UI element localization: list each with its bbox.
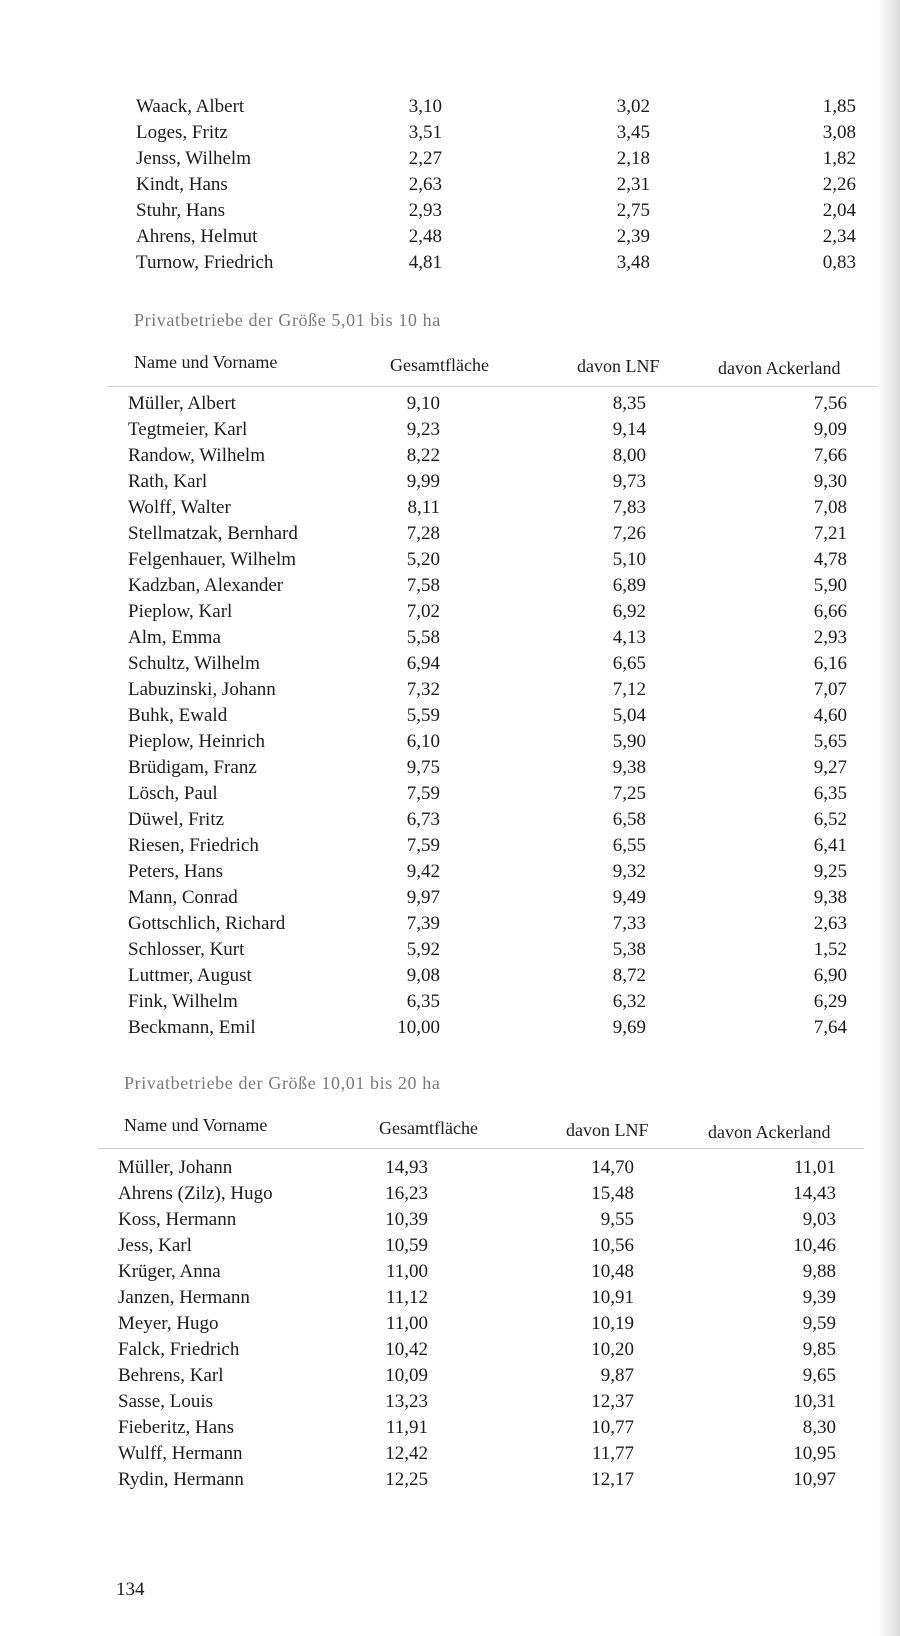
row-name: Turnow, Friedrich — [136, 252, 274, 273]
row-lnf: 7,83 — [612, 497, 646, 518]
row-lnf: 6,92 — [612, 601, 646, 622]
row-lnf: 15,48 — [591, 1183, 634, 1204]
row-lnf: 8,00 — [612, 445, 646, 466]
row-lnf: 2,31 — [616, 174, 650, 195]
row-name: Schultz, Wilhelm — [128, 653, 260, 674]
row-lnf: 12,17 — [591, 1469, 634, 1490]
row-name: Pieplow, Heinrich — [128, 731, 266, 752]
row-lnf: 10,19 — [591, 1313, 634, 1334]
section-title-10-20ha: Privatbetriebe der Größe 10,01 bis 20 ha — [124, 1073, 441, 1093]
table-row — [0, 703, 900, 729]
row-name: Düwel, Fritz — [128, 809, 225, 830]
row-arable-land: 9,39 — [802, 1287, 836, 1308]
row-arable-land: 10,46 — [793, 1235, 836, 1256]
row-lnf: 9,49 — [612, 887, 646, 908]
row-arable-land: 5,90 — [813, 575, 847, 596]
row-total-area: 9,97 — [406, 887, 440, 908]
table-row — [0, 651, 900, 677]
row-lnf: 5,90 — [612, 731, 646, 752]
row-arable-land: 3,08 — [822, 122, 856, 143]
row-arable-land: 6,29 — [813, 991, 847, 1012]
row-arable-land: 10,31 — [793, 1391, 836, 1412]
row-total-area: 12,42 — [385, 1443, 428, 1464]
table-row — [0, 250, 900, 276]
row-name: Wolff, Walter — [128, 497, 231, 518]
row-arable-land: 9,88 — [802, 1261, 836, 1282]
row-arable-land: 9,09 — [813, 419, 847, 440]
table-row — [0, 1363, 900, 1389]
row-name: Beckmann, Emil — [128, 1017, 256, 1038]
row-lnf: 10,91 — [591, 1287, 634, 1308]
row-total-area: 10,09 — [385, 1365, 428, 1386]
row-total-area: 2,93 — [408, 200, 442, 221]
row-total-area: 2,63 — [408, 174, 442, 195]
row-arable-land: 9,59 — [802, 1313, 836, 1334]
row-arable-land: 2,93 — [813, 627, 847, 648]
table-row — [0, 1337, 900, 1363]
table-row — [0, 1389, 900, 1415]
row-total-area: 12,25 — [385, 1469, 428, 1490]
row-name: Rydin, Hermann — [118, 1469, 244, 1490]
row-lnf: 3,02 — [616, 96, 650, 117]
row-name: Stellmatzak, Bernhard — [128, 523, 298, 544]
row-name: Koss, Hermann — [118, 1209, 237, 1230]
table-row — [0, 937, 900, 963]
row-lnf: 2,75 — [616, 200, 650, 221]
column-header-acker: davon Ackerland — [708, 1122, 831, 1142]
row-arable-land: 6,41 — [813, 835, 847, 856]
row-lnf: 6,58 — [612, 809, 646, 830]
table-row — [0, 417, 900, 443]
row-total-area: 7,32 — [406, 679, 440, 700]
row-arable-land: 10,97 — [793, 1469, 836, 1490]
row-name: Schlosser, Kurt — [128, 939, 245, 960]
row-name: Jenss, Wilhelm — [136, 148, 251, 169]
row-lnf: 14,70 — [591, 1157, 634, 1178]
row-lnf: 6,89 — [612, 575, 646, 596]
row-lnf: 6,55 — [612, 835, 646, 856]
row-arable-land: 4,78 — [813, 549, 847, 570]
row-arable-land: 5,65 — [813, 731, 847, 752]
row-name: Riesen, Friedrich — [128, 835, 259, 856]
row-total-area: 6,73 — [406, 809, 440, 830]
row-arable-land: 2,04 — [822, 200, 856, 221]
row-total-area: 14,93 — [385, 1157, 428, 1178]
row-lnf: 6,65 — [612, 653, 646, 674]
row-lnf: 8,35 — [612, 393, 646, 414]
row-name: Falck, Friedrich — [118, 1339, 240, 1360]
table-row — [0, 755, 900, 781]
row-total-area: 2,48 — [408, 226, 442, 247]
row-total-area: 10,00 — [397, 1017, 440, 1038]
row-lnf: 7,12 — [612, 679, 646, 700]
row-arable-land: 11,01 — [793, 1157, 836, 1178]
row-lnf: 9,32 — [612, 861, 646, 882]
row-name: Felgenhauer, Wilhelm — [128, 549, 297, 570]
table-row — [0, 1259, 900, 1285]
page-number: 134 — [116, 1579, 145, 1600]
table-5-10ha — [0, 391, 900, 1041]
row-arable-land: 7,56 — [813, 393, 847, 414]
row-name: Brüdigam, Franz — [128, 757, 257, 778]
row-total-area: 6,10 — [406, 731, 440, 752]
table-row — [0, 94, 900, 120]
row-lnf: 10,20 — [591, 1339, 634, 1360]
row-name: Kadzban, Alexander — [128, 575, 284, 596]
row-arable-land: 10,95 — [793, 1443, 836, 1464]
table-row — [0, 885, 900, 911]
row-lnf: 2,39 — [616, 226, 650, 247]
row-name: Krüger, Anna — [118, 1261, 221, 1282]
row-arable-land: 8,30 — [802, 1417, 836, 1438]
row-name: Labuzinski, Johann — [128, 679, 276, 700]
row-arable-land: 6,52 — [813, 809, 847, 830]
row-total-area: 9,08 — [406, 965, 440, 986]
table-row — [0, 443, 900, 469]
header-divider — [98, 1148, 864, 1149]
row-total-area: 10,59 — [385, 1235, 428, 1256]
table-row — [0, 547, 900, 573]
column-header-name: Name und Vorname — [124, 1115, 268, 1135]
table-row — [0, 963, 900, 989]
row-name: Luttmer, August — [128, 965, 252, 986]
row-name: Alm, Emma — [128, 627, 221, 648]
table-row — [0, 677, 900, 703]
row-lnf: 9,73 — [612, 471, 646, 492]
table-row — [0, 1285, 900, 1311]
row-lnf: 3,45 — [616, 122, 650, 143]
row-lnf: 7,33 — [612, 913, 646, 934]
row-lnf: 9,69 — [612, 1017, 646, 1038]
table-row — [0, 1415, 900, 1441]
row-total-area: 2,27 — [408, 148, 442, 169]
row-arable-land: 0,83 — [822, 252, 856, 273]
row-lnf: 5,10 — [612, 549, 646, 570]
column-header-lnf: davon LNF — [577, 356, 660, 376]
row-name: Jess, Karl — [118, 1235, 192, 1256]
row-name: Stuhr, Hans — [136, 200, 225, 221]
row-total-area: 7,58 — [406, 575, 440, 596]
row-total-area: 7,39 — [406, 913, 440, 934]
row-name: Pieplow, Karl — [128, 601, 233, 622]
table-row — [0, 1311, 900, 1337]
row-arable-land: 2,63 — [813, 913, 847, 934]
table-row — [0, 1467, 900, 1493]
row-lnf: 3,48 — [616, 252, 650, 273]
row-total-area: 3,10 — [408, 96, 442, 117]
row-arable-land: 2,26 — [822, 174, 856, 195]
row-arable-land: 2,34 — [822, 226, 856, 247]
row-name: Sasse, Louis — [118, 1391, 213, 1412]
row-name: Ahrens, Helmut — [136, 226, 258, 247]
table-row — [0, 807, 900, 833]
row-total-area: 16,23 — [385, 1183, 428, 1204]
row-arable-land: 6,90 — [813, 965, 847, 986]
row-name: Mann, Conrad — [128, 887, 238, 908]
row-total-area: 5,58 — [406, 627, 440, 648]
row-name: Loges, Fritz — [136, 122, 228, 143]
table-row — [0, 833, 900, 859]
row-total-area: 10,39 — [385, 1209, 428, 1230]
row-arable-land: 9,30 — [813, 471, 847, 492]
table-10-20ha — [0, 1155, 900, 1493]
row-total-area: 11,00 — [385, 1261, 428, 1282]
table-row — [0, 198, 900, 224]
table-row — [0, 1207, 900, 1233]
row-name: Rath, Karl — [128, 471, 208, 492]
table-row — [0, 1015, 900, 1041]
header-divider — [108, 386, 878, 387]
row-name: Buhk, Ewald — [128, 705, 228, 726]
row-lnf: 9,87 — [600, 1365, 634, 1386]
row-total-area: 13,23 — [385, 1391, 428, 1412]
table-row — [0, 469, 900, 495]
row-total-area: 8,22 — [406, 445, 440, 466]
row-name: Kindt, Hans — [136, 174, 228, 195]
table-row — [0, 1181, 900, 1207]
row-total-area: 7,28 — [406, 523, 440, 544]
row-arable-land: 9,65 — [802, 1365, 836, 1386]
row-name: Janzen, Hermann — [118, 1287, 250, 1308]
table-row — [0, 781, 900, 807]
row-total-area: 9,75 — [406, 757, 440, 778]
row-total-area: 9,42 — [406, 861, 440, 882]
row-arable-land: 1,82 — [822, 148, 856, 169]
row-arable-land: 7,64 — [813, 1017, 847, 1038]
row-lnf: 10,56 — [591, 1235, 634, 1256]
row-arable-land: 4,60 — [813, 705, 847, 726]
row-lnf: 6,32 — [612, 991, 646, 1012]
row-arable-land: 7,07 — [813, 679, 847, 700]
row-total-area: 11,12 — [385, 1287, 428, 1308]
row-total-area: 5,92 — [406, 939, 440, 960]
column-header-acker: davon Ackerland — [718, 358, 841, 378]
row-name: Ahrens (Zilz), Hugo — [118, 1183, 273, 1204]
column-header-name: Name und Vorname — [134, 352, 278, 372]
row-lnf: 9,38 — [612, 757, 646, 778]
table-row — [0, 989, 900, 1015]
row-lnf: 7,25 — [612, 783, 646, 804]
row-name: Müller, Albert — [128, 393, 236, 414]
row-lnf: 5,38 — [612, 939, 646, 960]
row-arable-land: 9,38 — [813, 887, 847, 908]
row-name: Meyer, Hugo — [118, 1313, 219, 1334]
row-total-area: 7,59 — [406, 783, 440, 804]
row-total-area: 8,11 — [407, 497, 440, 518]
row-arable-land: 9,03 — [802, 1209, 836, 1230]
row-arable-land: 6,66 — [813, 601, 847, 622]
row-name: Peters, Hans — [128, 861, 223, 882]
table-row — [0, 521, 900, 547]
table-row — [0, 625, 900, 651]
row-total-area: 6,35 — [406, 991, 440, 1012]
row-lnf: 9,55 — [600, 1209, 634, 1230]
table-row — [0, 1233, 900, 1259]
row-lnf: 8,72 — [612, 965, 646, 986]
row-arable-land: 7,21 — [813, 523, 847, 544]
table-row — [0, 120, 900, 146]
table-row — [0, 146, 900, 172]
table-row — [0, 1155, 900, 1181]
table-row — [0, 224, 900, 250]
column-header-total: Gesamtfläche — [390, 355, 489, 375]
row-arable-land: 6,16 — [813, 653, 847, 674]
row-total-area: 11,91 — [385, 1417, 428, 1438]
row-total-area: 4,81 — [408, 252, 442, 273]
row-name: Müller, Johann — [118, 1157, 233, 1178]
row-total-area: 9,10 — [406, 393, 440, 414]
row-total-area: 5,59 — [406, 705, 440, 726]
row-arable-land: 1,85 — [822, 96, 856, 117]
row-name: Randow, Wilhelm — [128, 445, 265, 466]
table-row — [0, 911, 900, 937]
row-arable-land: 14,43 — [793, 1183, 836, 1204]
table-row — [0, 1441, 900, 1467]
row-name: Gottschlich, Richard — [128, 913, 286, 934]
row-lnf: 12,37 — [591, 1391, 634, 1412]
row-lnf: 2,18 — [616, 148, 650, 169]
row-total-area: 3,51 — [408, 122, 442, 143]
row-total-area: 6,94 — [406, 653, 440, 674]
row-arable-land: 9,85 — [802, 1339, 836, 1360]
row-arable-land: 1,52 — [813, 939, 847, 960]
row-lnf: 4,13 — [612, 627, 646, 648]
table-row — [0, 391, 900, 417]
row-total-area: 9,99 — [406, 471, 440, 492]
row-arable-land: 7,66 — [813, 445, 847, 466]
row-total-area: 9,23 — [406, 419, 440, 440]
row-total-area: 11,00 — [385, 1313, 428, 1334]
table-row — [0, 859, 900, 885]
row-arable-land: 6,35 — [813, 783, 847, 804]
row-total-area: 10,42 — [385, 1339, 428, 1360]
table-row — [0, 729, 900, 755]
row-lnf: 9,14 — [612, 419, 646, 440]
row-name: Wulff, Hermann — [118, 1443, 243, 1464]
column-header-total: Gesamtfläche — [379, 1118, 478, 1138]
row-name: Tegtmeier, Karl — [128, 419, 248, 440]
row-total-area: 5,20 — [406, 549, 440, 570]
row-total-area: 7,59 — [406, 835, 440, 856]
row-name: Behrens, Karl — [118, 1365, 224, 1386]
row-arable-land: 7,08 — [813, 497, 847, 518]
column-header-lnf: davon LNF — [566, 1120, 649, 1140]
row-total-area: 7,02 — [406, 601, 440, 622]
row-lnf: 7,26 — [612, 523, 646, 544]
row-name: Lösch, Paul — [128, 783, 218, 804]
row-lnf: 10,77 — [591, 1417, 634, 1438]
section-title-5-10ha: Privatbetriebe der Größe 5,01 bis 10 ha — [134, 310, 441, 330]
row-lnf: 11,77 — [591, 1443, 634, 1464]
table-row — [0, 599, 900, 625]
table-row — [0, 495, 900, 521]
row-arable-land: 9,27 — [813, 757, 847, 778]
row-lnf: 5,04 — [612, 705, 646, 726]
table-continued — [0, 94, 900, 276]
row-arable-land: 9,25 — [813, 861, 847, 882]
row-lnf: 10,48 — [591, 1261, 634, 1282]
row-name: Fink, Wilhelm — [128, 991, 238, 1012]
table-row — [0, 573, 900, 599]
row-name: Fieberitz, Hans — [118, 1417, 235, 1438]
table-row — [0, 172, 900, 198]
row-name: Waack, Albert — [136, 96, 245, 117]
